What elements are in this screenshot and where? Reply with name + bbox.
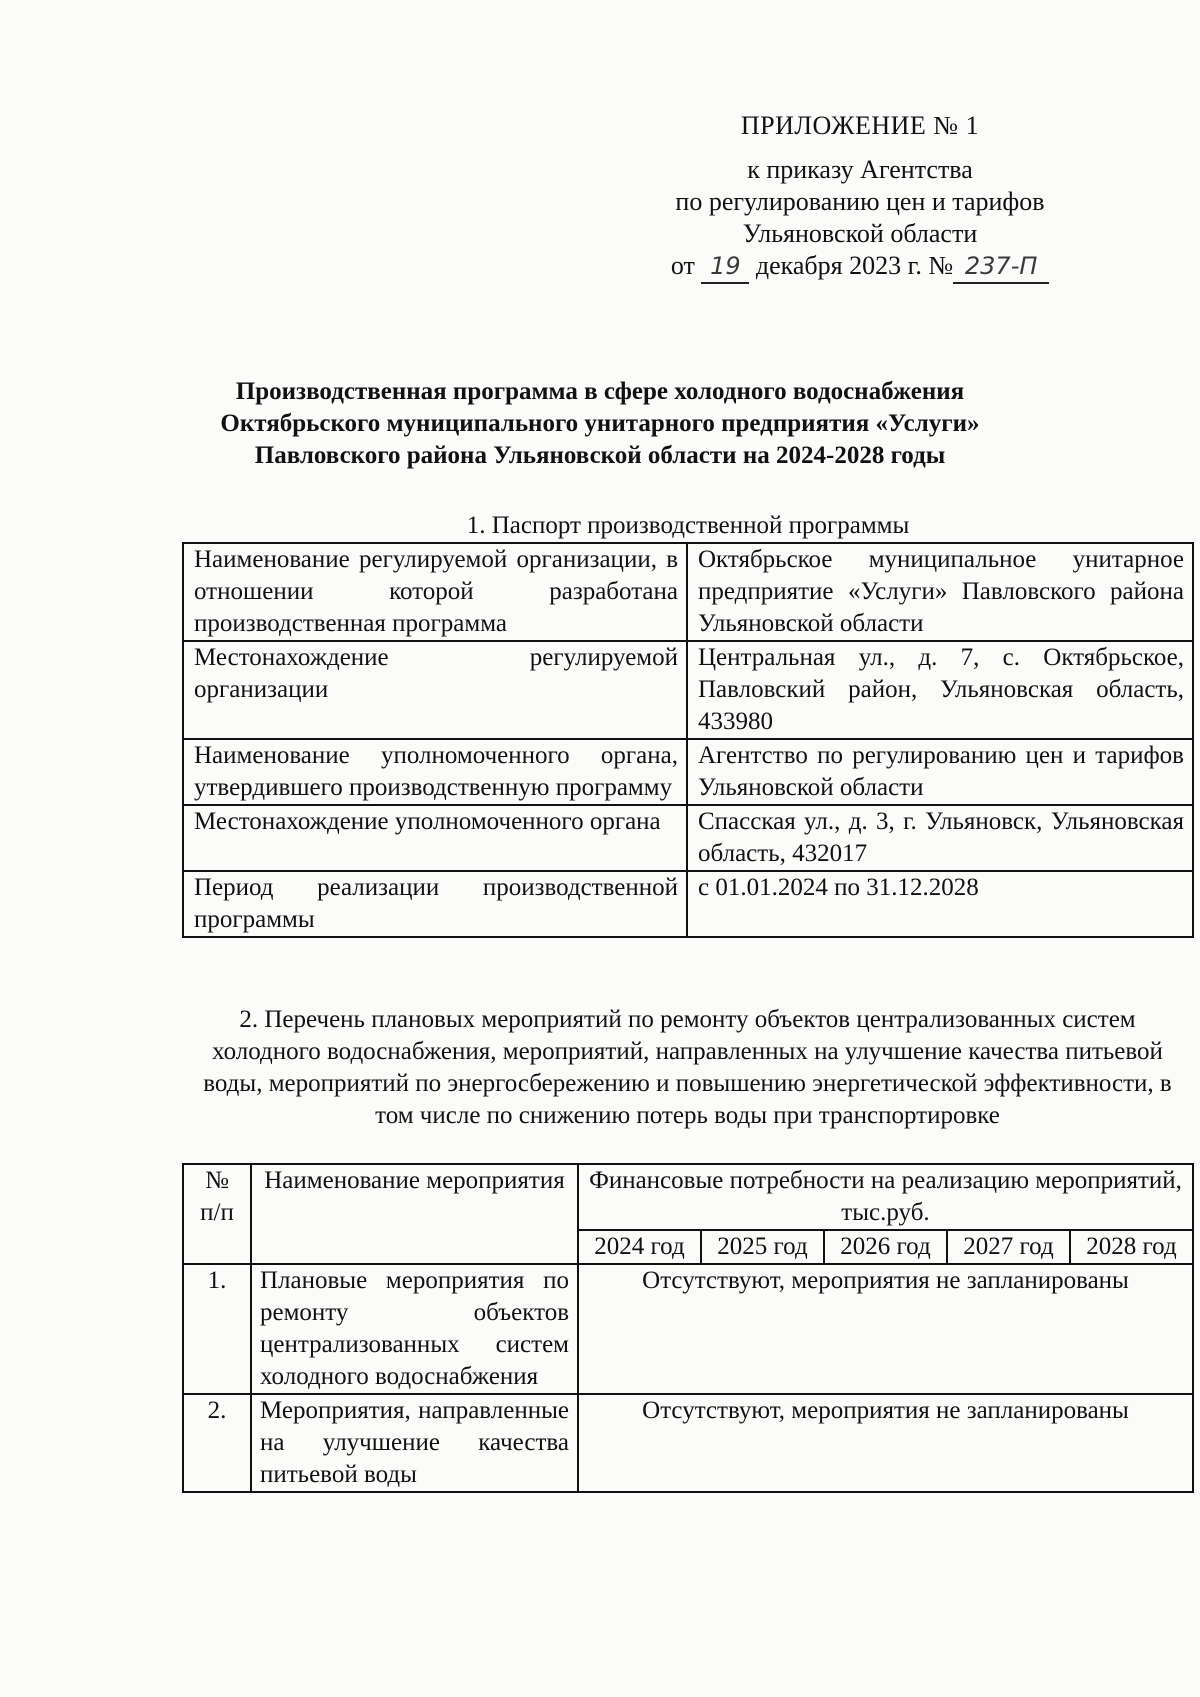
passport-key: Наименование регулируемой организации, в отношении которой разработана производственная программа [183, 543, 687, 641]
appendix-title: ПРИЛОЖЕНИЕ № 1 [740, 111, 980, 140]
order-line-3: Ульяновской области [742, 219, 978, 248]
passport-value: Спасская ул., д. 3, г. Ульяновск, Ульяновская область, 432017 [687, 805, 1193, 871]
date-prefix: от [670, 251, 695, 280]
section2-heading: 2. Перечень плановых мероприятий по ремонту объектов централизованных систем холодного водоснабжения, мероприятий, направленных на улучшение качества питьевой воды, мероприятий по энергосбережению и повышению энергетической эффективности, в том числе по снижению потерь воды при транспортировке [203, 1006, 1172, 1129]
document-title [150, 376, 1050, 472]
year-header: 2025 год [701, 1230, 824, 1264]
table-row [183, 871, 1193, 937]
passport-key: Местонахождение регулируемой организации [183, 641, 687, 739]
table-row [183, 739, 1193, 805]
table-row [183, 1264, 1193, 1394]
row-number: 1. [183, 1264, 251, 1394]
appendix-header [640, 110, 1080, 284]
title-line-1: Производственная программа в сфере холодного водоснабжения [235, 378, 965, 405]
order-date-line [640, 250, 1080, 284]
table-row [183, 805, 1193, 871]
col-name-header: Наименование мероприятия [251, 1164, 578, 1264]
table-row [183, 1394, 1193, 1492]
table-row [183, 641, 1193, 739]
passport-value: с 01.01.2024 по 31.12.2028 [687, 871, 1193, 937]
section1-heading: 1. Паспорт производственной программы [466, 512, 910, 539]
passport-table [182, 542, 1194, 938]
date-rest: декабря 2023 г. № [755, 251, 954, 280]
col-finance-header: Финансовые потребности на реализацию мероприятий, тыс.руб. [578, 1164, 1193, 1230]
table-header-row [183, 1164, 1193, 1230]
col-number-header: № п/п [183, 1164, 251, 1264]
passport-key: Местонахождение уполномоченного органа [183, 805, 687, 871]
measure-value: Отсутствуют, мероприятия не запланированы [578, 1394, 1193, 1492]
title-line-2: Октябрьского муниципального унитарного предприятия «Услуги» [220, 410, 980, 437]
row-number: 2. [183, 1394, 251, 1492]
passport-value: Центральная ул., д. 7, с. Октябрьское, Павловский район, Ульяновская область, 433980 [687, 641, 1193, 739]
year-header: 2024 год [578, 1230, 701, 1264]
order-line-2: по регулированию цен и тарифов [675, 187, 1045, 216]
handwritten-day: 19 [701, 250, 749, 284]
handwritten-order-number: 237-П [953, 250, 1049, 284]
table-row [183, 543, 1193, 641]
measure-name: Плановые мероприятия по ремонту объектов централизованных систем холодного водоснабжения [251, 1264, 578, 1394]
title-line-3: Павловского района Ульяновской области на 2024-2028 годы [254, 442, 946, 469]
measures-table [182, 1163, 1194, 1493]
order-line-1: к приказу Агентства [747, 155, 973, 184]
passport-key: Период реализации производственной программы [183, 871, 687, 937]
passport-value: Октябрьское муниципальное унитарное предприятие «Услуги» Павловского района Ульяновской области [687, 543, 1193, 641]
year-header: 2028 год [1070, 1230, 1193, 1264]
measure-value: Отсутствуют, мероприятия не запланированы [578, 1264, 1193, 1394]
measure-name: Мероприятия, направленные на улучшение качества питьевой воды [251, 1394, 578, 1492]
year-header: 2027 год [947, 1230, 1070, 1264]
passport-key: Наименование уполномоченного органа, утвердившего производственную программу [183, 739, 687, 805]
year-header: 2026 год [824, 1230, 947, 1264]
passport-value: Агентство по регулированию цен и тарифов Ульяновской области [687, 739, 1193, 805]
